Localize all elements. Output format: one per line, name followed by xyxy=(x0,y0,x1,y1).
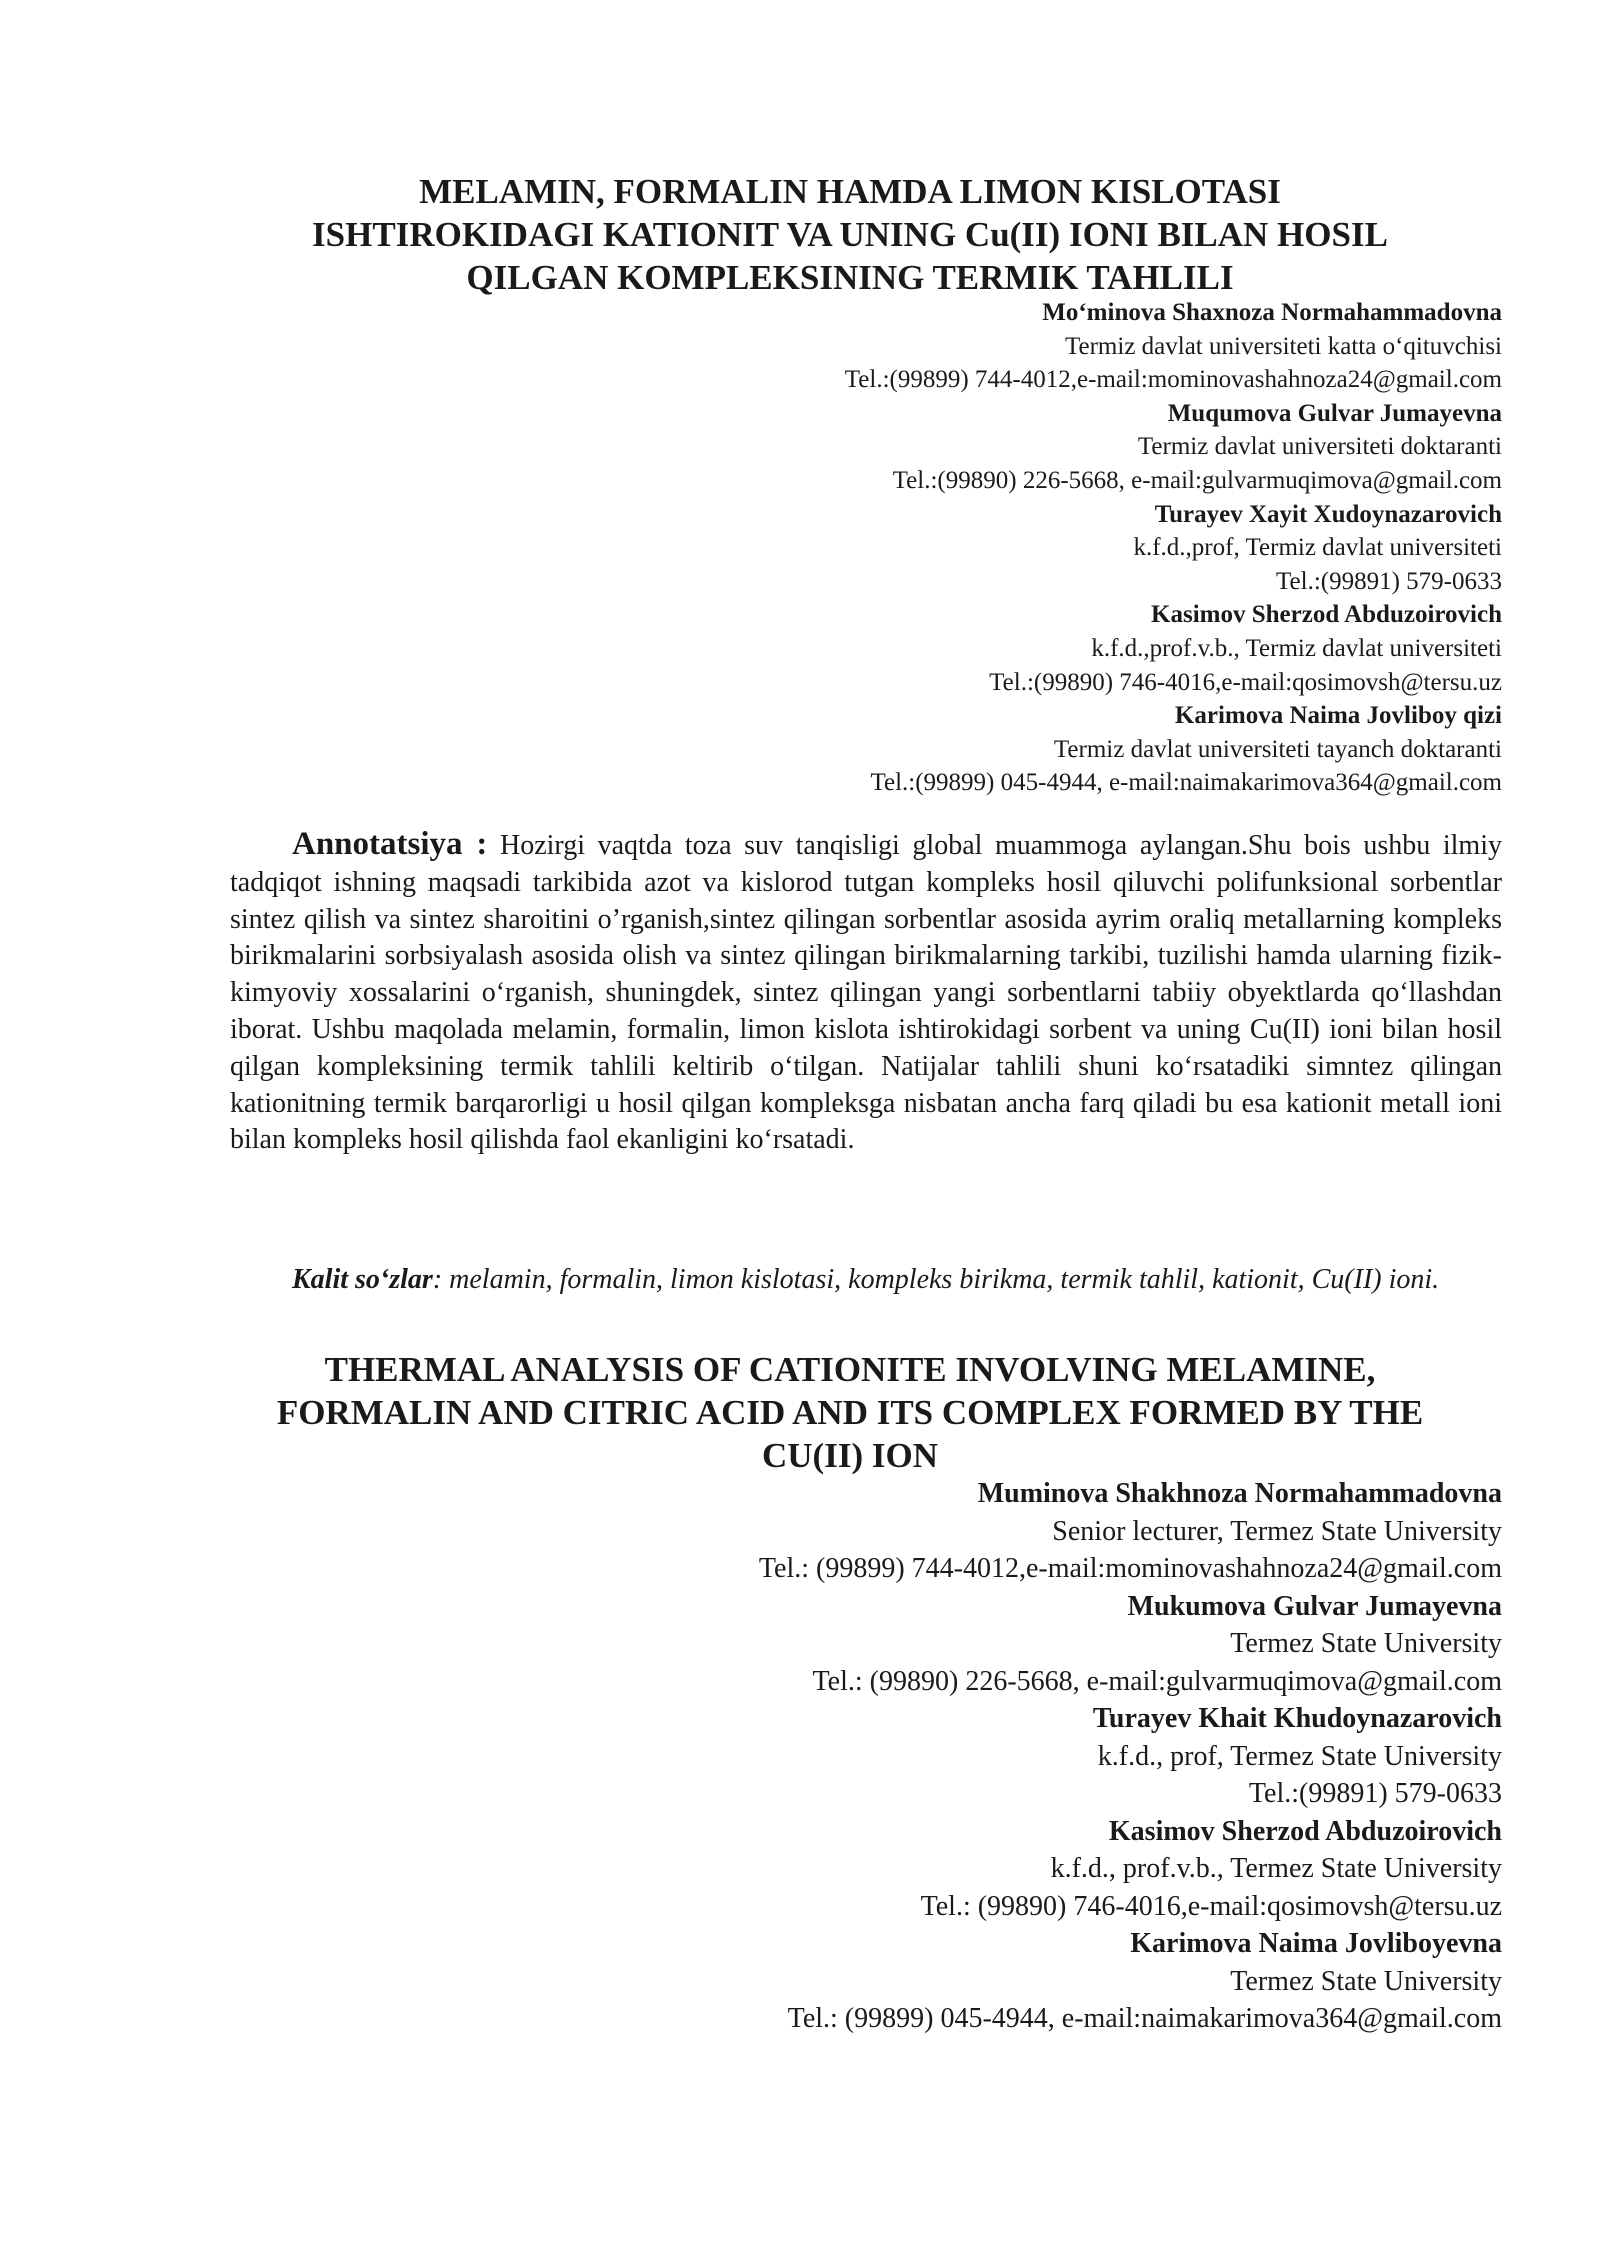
en-title xyxy=(180,1348,1520,1477)
keywords-paragraph xyxy=(230,1262,1502,1299)
keywords-label: Kalit so‘zlar xyxy=(292,1264,433,1295)
author-contact: Tel.: (99899) 045-4944, e-mail:naimakarimova364@gmail.com xyxy=(787,2003,1502,2034)
author-name: Muminova Shakhnoza Normahammadovna xyxy=(977,1478,1502,1509)
author-contact: Tel.:(99891) 579-0633 xyxy=(1248,1778,1502,1809)
author-affiliation: k.f.d.,prof.v.b., Termiz davlat universiteti xyxy=(1091,634,1502,662)
author-contact: Tel.: (99890) 226-5668, e-mail:gulvarmuqimova@gmail.com xyxy=(812,1665,1502,1697)
author-affiliation: k.f.d., prof, Termez State University xyxy=(1097,1740,1502,1772)
uz-title-line: MELAMIN, FORMALIN HAMDA LIMON KISLOTASI xyxy=(419,172,1281,211)
author-name: Mukumova Gulvar Jumayevna xyxy=(1127,1590,1502,1622)
author-contact: Tel.:(99899) 045-4944, e-mail:naimakarimova364@gmail.com xyxy=(870,769,1502,797)
author-affiliation: Termiz davlat universiteti tayanch doktaranti xyxy=(1053,735,1502,763)
author-affiliation: Senior lecturer, Termez State University xyxy=(1052,1515,1502,1547)
author-contact: Tel.:(99890) 226-5668, e-mail:gulvarmuqimova@gmail.com xyxy=(892,466,1502,494)
author-affiliation: Termiz davlat universiteti doktaranti xyxy=(1137,433,1502,461)
en-title-line: CU(II) ION xyxy=(762,1436,938,1475)
author-affiliation: Termez State University xyxy=(1230,1628,1502,1659)
uz-title-line: QILGAN KOMPLEKSINING TERMIK TAHLILI xyxy=(466,258,1234,297)
keywords-text: : melamin, formalin, limon kislotasi, kompleks birikma, termik tahlil, kationit, Cu(II) ioni. xyxy=(432,1264,1440,1295)
abstract-label: Annotatsiya : xyxy=(292,826,488,862)
abstract-paragraph xyxy=(230,826,1502,1159)
abstract-text: Hozirgi vaqtda toza suv tanqisligi global muammoga aylangan.Shu bois ushbu ilmiy tadqiqot ishning maqsadi tarkibida azot va kislorod tutgan kompleks hosil qiluvchi polifunksional sorbentlar sintez qilish va sintez sharoitini o’rganish,sintez qilingan sorbentlar asosida ayrim oraliq metallarning kompleks birikmalarini sorbsiyalash asosida olish va sintez qilingan birikmalarning tarkibi, tuzilishi hamda ularning fizik-kimyoviy xossalarini o‘rganish, shuningdek, sintez qilingan yangi sorbentlarni tabiiy obyektlarda qo‘llashdan iborat. Ushbu maqolada melamin, formalin, limon kislota ishtirokidagi sorbent va uning Cu(II) ioni bilan hosil qilgan kompleksining termik tahlili keltirib o‘tilgan. Natijalar tahlili shuni ko‘rsatadiki simntez qilingan kationitning termik barqarorligi u hosil qilgan kompleksga nisbatan ancha farq qiladi bu esa kationit metall ioni bilan kompleks hosil qilishda faol ekanligini ko‘rsatadi. xyxy=(230,830,1502,1156)
author-name: Muqumova Gulvar Jumayevna xyxy=(1167,399,1502,427)
author-name: Turayev Khait Khudoynazarovich xyxy=(1092,1703,1502,1734)
uz-title-line: ISHTIROKIDAGI KATIONIT VA UNING Cu(II) IONI BILAN HOSIL xyxy=(312,215,1388,254)
author-affiliation: k.f.d., prof.v.b., Termez State University xyxy=(1050,1853,1502,1884)
author-name: Mo‘minova Shaxnoza Normahammadovna xyxy=(1042,299,1502,326)
en-title-line: THERMAL ANALYSIS OF CATIONITE INVOLVING MELAMINE, xyxy=(324,1350,1376,1389)
author-name: Karimova Naima Jovliboyevna xyxy=(1130,1928,1502,1959)
author-name: Karimova Naima Jovliboy qizi xyxy=(1174,702,1502,730)
author-affiliation: k.f.d.,prof, Termiz davlat universiteti xyxy=(1133,534,1502,562)
author-name: Turayev Xayit Xudoynazarovich xyxy=(1154,500,1502,528)
uz-title xyxy=(180,170,1520,299)
author-contact: Tel.: (99890) 746-4016,e-mail:qosimovsh@tersu.uz xyxy=(920,1890,1502,1922)
author-name: Kasimov Sherzod Abduzoirovich xyxy=(1151,601,1502,629)
author-contact: Tel.:(99891) 579-0633 xyxy=(1276,567,1502,595)
en-author-list xyxy=(202,1475,1502,2038)
author-affiliation: Termiz davlat universiteti katta o‘qituvchisi xyxy=(1064,332,1502,360)
author-contact: Tel.:(99890) 746-4016,e-mail:qosimovsh@tersu.uz xyxy=(989,668,1502,696)
author-affiliation: Termez State University xyxy=(1230,1965,1502,1997)
author-contact: Tel.: (99899) 744-4012,e-mail:mominovashahnoza24@gmail.com xyxy=(758,1553,1502,1584)
author-name: Kasimov Sherzod Abduzoirovich xyxy=(1108,1815,1502,1847)
uz-author-list xyxy=(202,296,1502,800)
en-title-line: FORMALIN AND CITRIC ACID AND ITS COMPLEX FORMED BY THE xyxy=(276,1393,1424,1432)
author-contact: Tel.:(99899) 744-4012,e-mail:mominovashahnoza24@gmail.com xyxy=(844,366,1502,394)
